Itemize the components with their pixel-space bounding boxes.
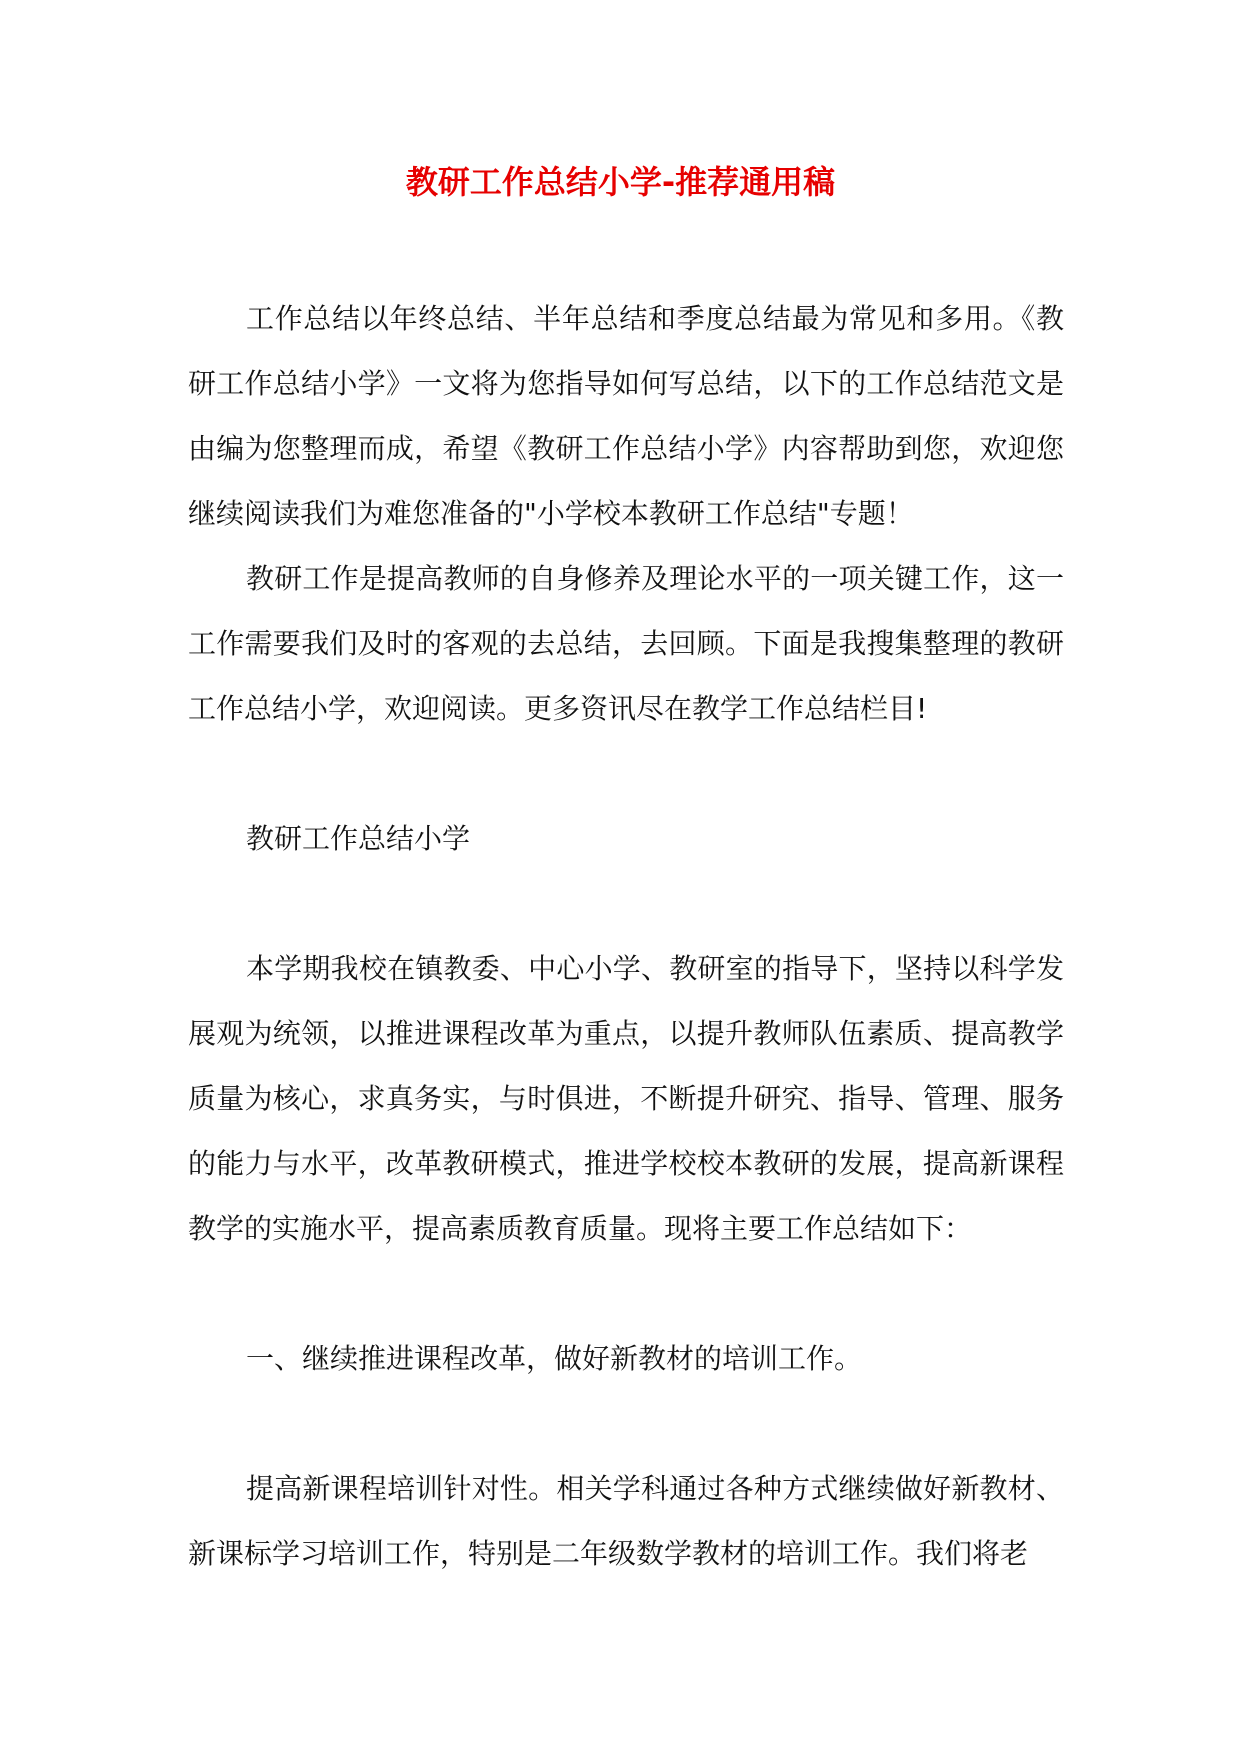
paragraph-purpose: 教研工作是提高教师的自身修养及理论水平的一项关键工作，这一工作需要我们及时的客观的去总结，去回顾。下面是我搜集整理的教研工作总结小学，欢迎阅读。更多资讯尽在教学工作总结栏目! [188, 562, 1064, 725]
section-heading: 教研工作总结小学 [246, 822, 471, 855]
item-heading-1: 一、继续推进课程改革，做好新教材的培训工作。 [246, 1342, 863, 1375]
paragraph-intro: 工作总结以年终总结、半年总结和季度总结最为常见和多用。《教研工作总结小学》一文将为您指导如何写总结，以下的工作总结范文是由编为您整理而成，希望《教研工作总结小学》内容帮助到您，欢迎您继续阅读我们为难您准备的"小学校本教研工作总结"专题！ [188, 302, 1064, 530]
document-title: 教研工作总结小学-推荐通用稿 [405, 163, 836, 201]
paragraph-training: 提高新课程培训针对性。相关学科通过各种方式继续做好新教材、新课标学习培训工作，特别是二年级数学教材的培训工作。我们将老 [188, 1472, 1064, 1570]
paragraph-overview: 本学期我校在镇教委、中心小学、教研室的指导下，坚持以科学发展观为统领，以推进课程改革为重点，以提升教师队伍素质、提高教学质量为核心，求真务实，与时俱进，不断提升研究、指导、管理、服务的能力与水平，改革教研模式，推进学校校本教研的发展，提高新课程教学的实施水平，提高素质教育质量。现将主要工作总结如下： [188, 952, 1064, 1245]
